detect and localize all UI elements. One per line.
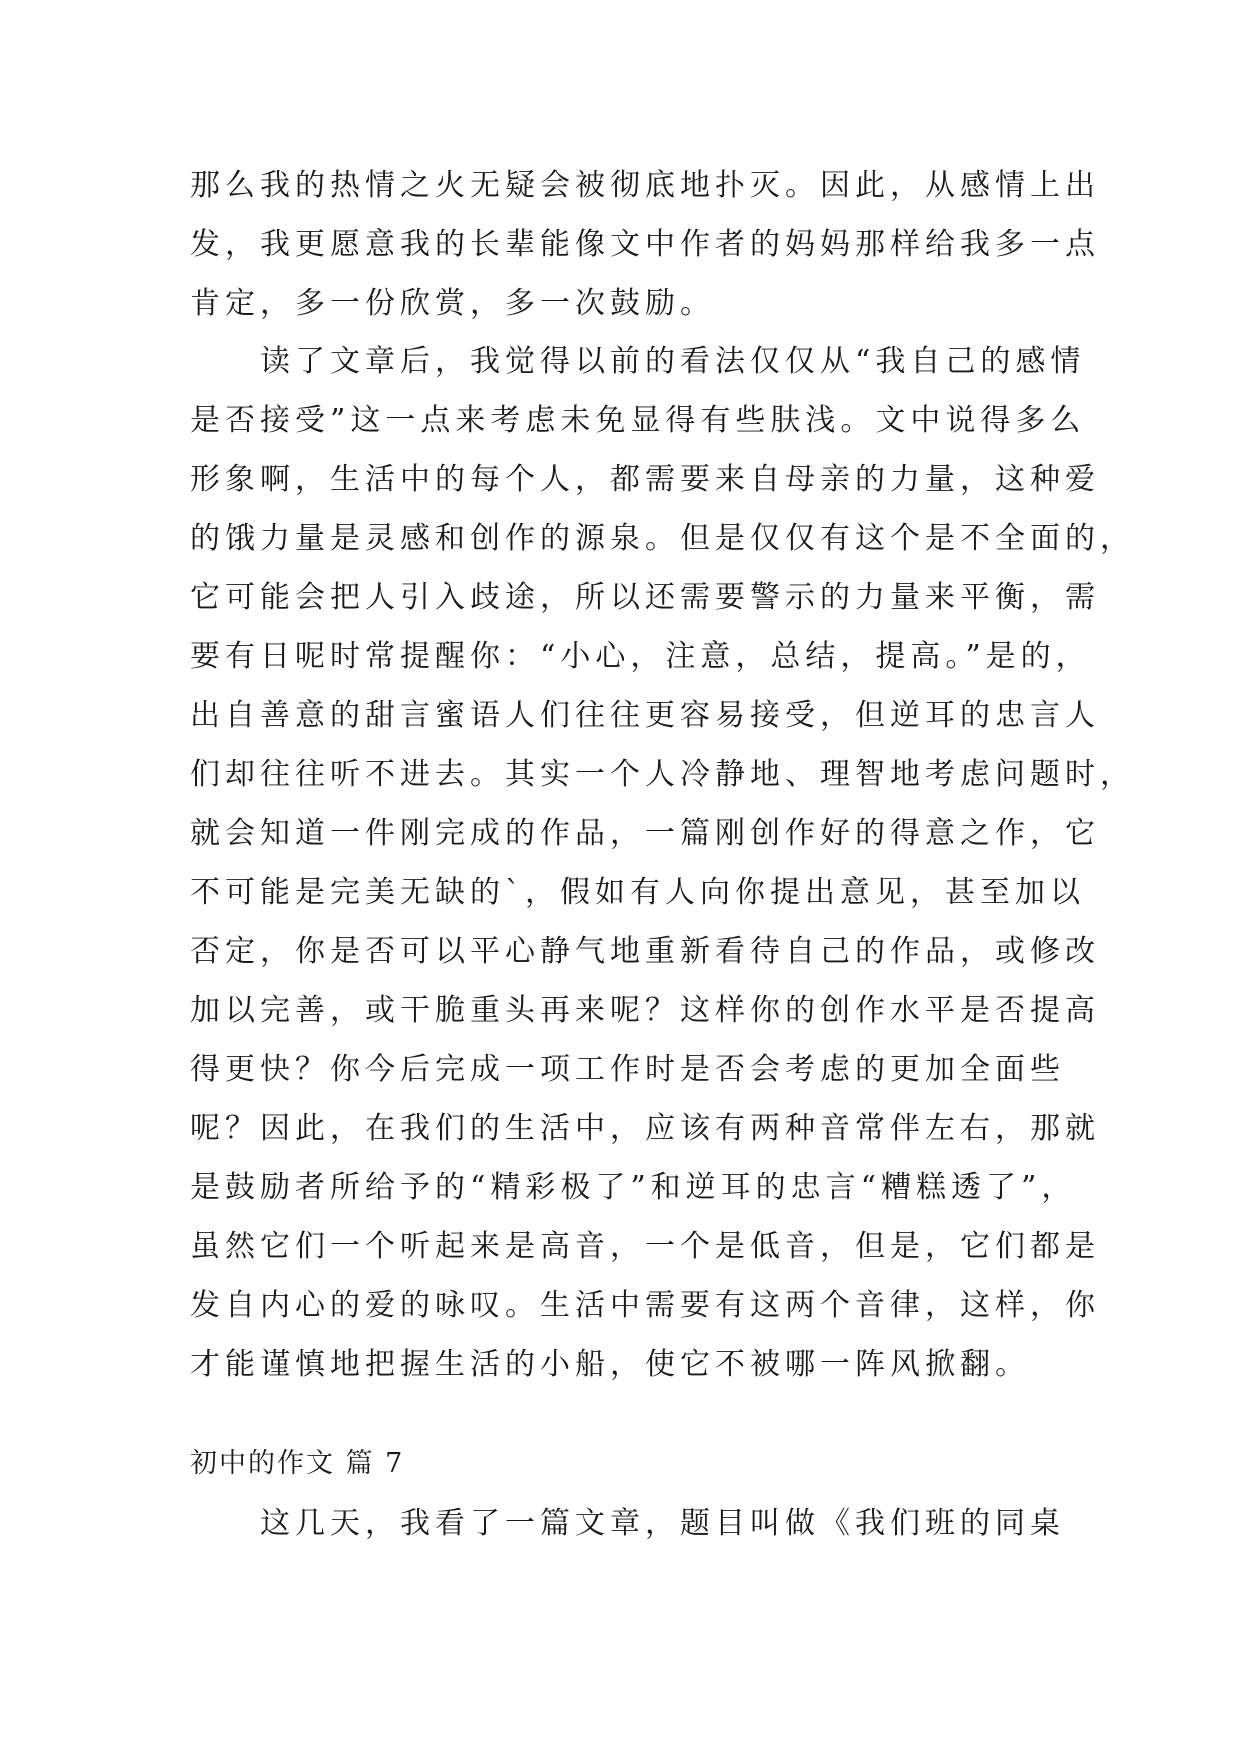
text-line: 那么我的热情之火无疑会被彻底地扑灭。因此，从感情上出 [190, 168, 1100, 203]
paragraph-reading-reflection [190, 332, 1135, 1394]
text-line: 读了文章后，我觉得以前的看法仅仅从“我自己的感情 [190, 344, 1086, 379]
text-line: 肯定，多一份欣赏，多一次鼓励。 [190, 286, 715, 321]
text-line: 发，我更愿意我的长辈能像文中作者的妈妈那样给我多一点 [190, 227, 1100, 262]
text-line: 是鼓励者所给予的“精彩极了”和逆耳的忠言“糟糕透了”， [190, 1170, 1077, 1205]
section-heading-text: 初中的作文 篇 7 [190, 1448, 405, 1479]
text-line: 形象啊，生活中的每个人，都需要来自母亲的力量，这种爱 [190, 462, 1100, 497]
text-line: 的饿力量是灵感和创作的源泉。但是仅仅有这个是不全面的， [190, 521, 1135, 556]
text-line: 虽然它们一个听起来是高音，一个是低音，但是，它们都是 [190, 1229, 1100, 1264]
text-line: 它可能会把人引入歧途，所以还需要警示的力量来平衡，需 [190, 580, 1100, 615]
text-line: 是否接受”这一点来考虑未免显得有些肤浅。文中说得多么 [190, 403, 1086, 438]
paragraph-new-essay [190, 1494, 1070, 1553]
text-line: 才能谨慎地把握生活的小船，使它不被哪一阵风掀翻。 [190, 1347, 1030, 1382]
paragraph-continued [190, 156, 1100, 333]
text-line: 们却往往听不进去。其实一个人冷静地、理智地考虑问题时， [190, 757, 1135, 792]
text-line: 出自善意的甜言蜜语人们往往更容易接受，但逆耳的忠言人 [190, 698, 1100, 733]
text-line: 加以完善，或干脆重头再来呢？这样你的创作水平是否提高 [190, 993, 1100, 1028]
text-line: 得更快？你今后完成一项工作时是否会考虑的更加全面些 [190, 1052, 1065, 1087]
text-line: 要有日呢时常提醒你：“小心，注意，总结，提高。”是的， [190, 639, 1091, 674]
text-line: 就会知道一件刚完成的作品，一篇刚创作好的得意之作，它 [190, 816, 1100, 851]
text-line: 发自内心的爱的咏叹。生活中需要有这两个音律，这样，你 [190, 1288, 1100, 1323]
section-heading [190, 1439, 1070, 1489]
text-line: 这几天，我看了一篇文章，题目叫做《我们班的同桌 [190, 1506, 1065, 1541]
text-line: 否定，你是否可以平心静气地重新看待自己的作品，或修改 [190, 934, 1100, 969]
text-line: 呢？因此，在我们的生活中，应该有两种音常伴左右，那就 [190, 1111, 1100, 1146]
text-line: 不可能是完美无缺的`，假如有人向你提出意见，甚至加以 [190, 875, 1085, 910]
